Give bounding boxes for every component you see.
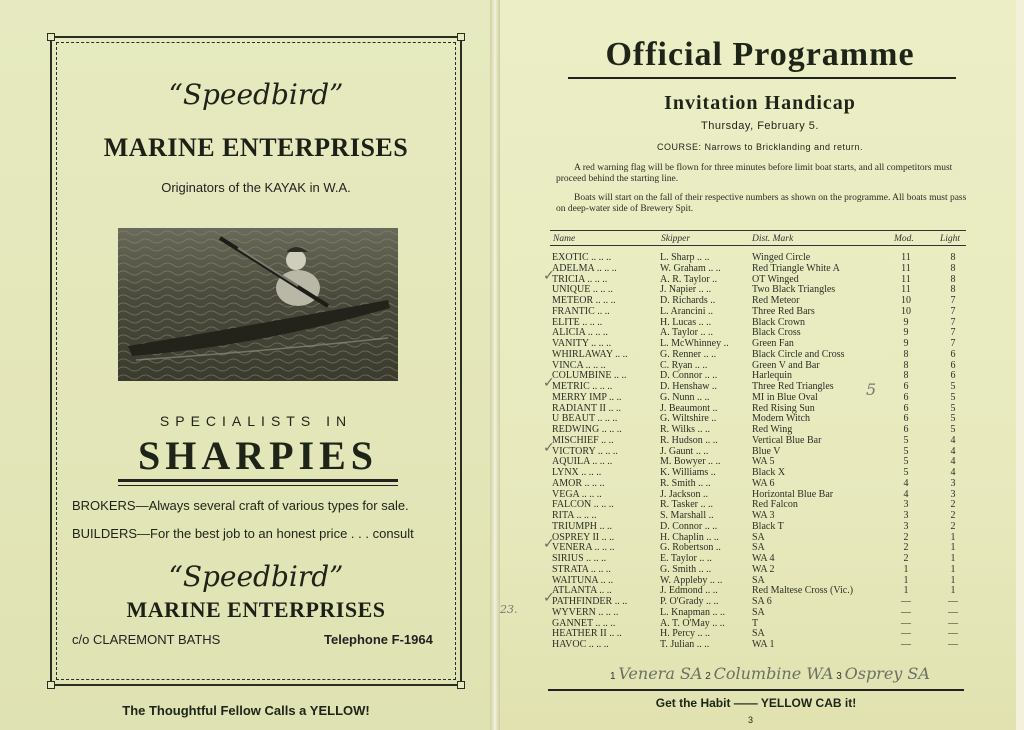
entry-dist-mark: Three Red Bars bbox=[752, 305, 815, 317]
kayak-photo bbox=[118, 228, 398, 381]
entry-skipper: R. Smith .. .. bbox=[660, 477, 711, 489]
entry-light: 7 bbox=[950, 316, 956, 328]
entry-skipper: L. Knapman .. .. bbox=[660, 606, 725, 618]
results-line bbox=[610, 664, 980, 683]
entry-light: 5 bbox=[950, 424, 956, 435]
entry-skipper: G. Wiltshire .. bbox=[660, 413, 717, 425]
entry-mod: 1 bbox=[903, 585, 909, 597]
place-3-handwritten: Osprey SA bbox=[844, 664, 930, 683]
table-row bbox=[552, 585, 968, 596]
entry-skipper: D. Connor .. .. bbox=[660, 370, 718, 382]
table-row bbox=[552, 360, 968, 371]
entry-name: VICTORY .. .. .. bbox=[552, 445, 618, 457]
table-row bbox=[552, 392, 968, 403]
entry-dist-mark: Harlequin bbox=[752, 370, 792, 382]
entry-dist-mark: WA 3 bbox=[752, 510, 775, 521]
table-row bbox=[552, 295, 968, 306]
entry-mod: 6 bbox=[903, 402, 909, 414]
entry-skipper: T. Julian .. .. bbox=[660, 639, 710, 650]
entry-name: VEGA .. .. .. bbox=[552, 488, 602, 500]
entry-light: 1 bbox=[950, 542, 956, 554]
place-3-label: 3 bbox=[836, 671, 842, 682]
table-row bbox=[552, 521, 968, 532]
entry-skipper: J. Gaunt .. .. bbox=[660, 445, 709, 457]
entry-dist-mark: Blue V bbox=[752, 445, 781, 457]
entry-light: 8 bbox=[950, 284, 956, 296]
entry-mod: 10 bbox=[901, 295, 911, 306]
entry-light: — bbox=[948, 617, 958, 629]
kayak-illustration bbox=[118, 228, 398, 381]
table-row bbox=[552, 327, 968, 338]
entry-skipper: J. Napier .. .. bbox=[660, 284, 712, 296]
entry-name: MISCHIEF .. .. bbox=[552, 434, 614, 446]
table-row bbox=[552, 639, 968, 650]
entry-skipper: D. Richards .. bbox=[660, 295, 716, 306]
page-number: 3 bbox=[748, 715, 754, 725]
entry-dist-mark: Two Black Triangles bbox=[752, 284, 836, 296]
event-date: Thursday, February 5. bbox=[701, 120, 819, 132]
title-rule bbox=[568, 77, 956, 79]
entry-light: 6 bbox=[950, 370, 956, 382]
table-row bbox=[552, 306, 968, 317]
table-row bbox=[552, 349, 968, 360]
entry-mod: 2 bbox=[903, 553, 909, 564]
entry-skipper: W. Graham .. .. bbox=[660, 262, 721, 274]
bottom-rule bbox=[548, 689, 964, 691]
entry-skipper: G. Renner .. .. bbox=[660, 348, 717, 360]
entry-mod: 11 bbox=[901, 262, 911, 274]
entry-dist-mark: WA 5 bbox=[752, 456, 775, 468]
entry-light: 1 bbox=[950, 574, 956, 586]
check-mark: ✓ bbox=[543, 375, 555, 391]
entry-skipper: C. Ryan .. .. bbox=[660, 359, 708, 371]
entry-mod: 4 bbox=[903, 477, 909, 489]
entry-skipper: A. T. O'May .. .. bbox=[660, 617, 725, 629]
entry-skipper: S. Marshall .. bbox=[660, 510, 714, 521]
entry-dist-mark: Three Red Triangles bbox=[752, 381, 834, 392]
entry-name: VENERA .. .. .. bbox=[552, 542, 615, 554]
entry-dist-mark: MI in Blue Oval bbox=[752, 391, 818, 403]
corner-ornament bbox=[457, 681, 465, 689]
entry-name: VINCA .. .. .. bbox=[552, 359, 606, 371]
header-dist-mark: Dist. Mark bbox=[752, 234, 794, 244]
event-title: Invitation Handicap bbox=[664, 92, 856, 114]
entry-light: 7 bbox=[950, 305, 956, 317]
right-footer: Get the Habit —— YELLOW CAB it! bbox=[655, 696, 857, 710]
entry-dist-mark: Black Circle and Cross bbox=[752, 348, 845, 360]
entry-dist-mark: Black Crown bbox=[752, 316, 806, 328]
entry-skipper: L. Arancini .. bbox=[660, 305, 714, 317]
course-line: COURSE: Narrows to Bricklanding and return. bbox=[656, 142, 864, 152]
entry-mod: 10 bbox=[901, 305, 911, 317]
entry-mod: 3 bbox=[903, 510, 909, 521]
table-row bbox=[552, 370, 968, 381]
entry-name: PATHFINDER .. .. bbox=[552, 596, 628, 607]
table-row bbox=[552, 564, 968, 575]
check-mark: ✓ bbox=[543, 440, 555, 456]
entry-mod: — bbox=[901, 617, 911, 629]
entry-dist-mark: Red Meteor bbox=[752, 295, 800, 306]
entry-mod: 11 bbox=[901, 273, 911, 285]
entry-name: FRANTIC .. .. bbox=[552, 305, 610, 317]
entry-name: WYVERN .. .. .. bbox=[552, 606, 619, 618]
entry-name: FALCON .. .. .. bbox=[552, 499, 614, 511]
table-row bbox=[552, 478, 968, 489]
entry-dist-mark: Red Wing bbox=[752, 424, 793, 435]
entry-light: 1 bbox=[950, 563, 956, 575]
entry-light: 5 bbox=[950, 402, 956, 414]
entry-name: HEATHER II .. .. bbox=[552, 628, 622, 640]
table-row bbox=[552, 284, 968, 295]
entry-skipper: G. Smith .. .. bbox=[660, 563, 712, 575]
entry-skipper: J. Jackson .. bbox=[660, 488, 709, 500]
warning-paragraph: A red warning flag will be flown for three minutes before limit boat starts, and all competitors must proceed behind the starting line. bbox=[556, 163, 953, 184]
entry-mod: 9 bbox=[903, 338, 909, 349]
entry-light: 1 bbox=[950, 585, 956, 597]
entry-light: — bbox=[948, 596, 958, 607]
entry-name: WAITUNA .. .. bbox=[552, 574, 614, 586]
sharpies-underline bbox=[118, 485, 398, 486]
entry-skipper: W. Appleby .. .. bbox=[660, 574, 723, 586]
entry-dist-mark: Black X bbox=[752, 467, 786, 478]
entry-light: 5 bbox=[950, 391, 956, 403]
table-row bbox=[552, 618, 968, 629]
entry-skipper: L. Sharp .. .. bbox=[660, 252, 710, 263]
entry-dist-mark: Red Maltese Cross (Vic.) bbox=[752, 585, 854, 597]
page-gutter bbox=[490, 0, 500, 730]
header-name: Name bbox=[553, 234, 576, 244]
entry-skipper: J. Beaumont .. bbox=[660, 402, 718, 414]
table-row bbox=[552, 489, 968, 500]
left-footer: The Thoughtful Fellow Calls a YELLOW! bbox=[122, 703, 370, 718]
brokers-line: BROKERS—Always several craft of various types for sale. bbox=[72, 498, 409, 513]
entry-light: 5 bbox=[950, 381, 956, 392]
entry-name: METRIC .. .. .. bbox=[552, 381, 613, 392]
tagline: Originators of the KAYAK in W.A. bbox=[161, 180, 351, 195]
corner-ornament bbox=[457, 33, 465, 41]
entry-name: ADELMA .. .. .. bbox=[552, 262, 617, 274]
entry-light: 5 bbox=[950, 413, 956, 425]
entry-name: REDWING .. .. .. bbox=[552, 424, 622, 435]
entry-dist-mark: WA 4 bbox=[752, 553, 775, 564]
table-row bbox=[552, 252, 968, 263]
entry-light: 4 bbox=[950, 445, 956, 457]
entry-name: UNIQUE .. .. .. bbox=[552, 284, 613, 296]
entry-skipper: R. Tasker .. .. bbox=[660, 499, 713, 511]
entry-mod: 6 bbox=[903, 413, 909, 425]
entry-dist-mark: Vertical Blue Bar bbox=[752, 434, 822, 446]
table-top-rule bbox=[550, 230, 966, 231]
entry-mod: 8 bbox=[903, 370, 909, 382]
entry-mod: — bbox=[901, 606, 911, 618]
company-name: MARINE ENTERPRISES bbox=[103, 133, 409, 162]
entry-name: AQUILA .. .. .. bbox=[552, 456, 613, 468]
entry-mod: 6 bbox=[903, 381, 909, 392]
entry-light: 4 bbox=[950, 467, 956, 478]
entry-skipper: D. Connor .. .. bbox=[660, 520, 718, 532]
entry-name: SIRIUS .. .. .. bbox=[552, 553, 607, 564]
header-mod: Mod. bbox=[894, 234, 914, 244]
entry-mod: 8 bbox=[903, 359, 909, 371]
entry-mod: 3 bbox=[903, 499, 909, 511]
entry-mod: 8 bbox=[903, 348, 909, 360]
entry-name: ALICIA .. .. .. bbox=[552, 327, 608, 339]
entry-skipper: E. Taylor .. .. bbox=[660, 553, 712, 564]
corner-ornament bbox=[47, 681, 55, 689]
table-row bbox=[552, 317, 968, 328]
entry-light: 2 bbox=[950, 520, 956, 532]
entry-name: U BEAUT .. .. .. bbox=[552, 413, 618, 425]
entry-mod: 5 bbox=[903, 434, 909, 446]
entry-name: VANITY .. .. .. bbox=[552, 338, 612, 349]
entry-dist-mark: T bbox=[752, 617, 759, 629]
entry-name: ATLANTA .. .. bbox=[552, 585, 612, 597]
entry-skipper: R. Hudson .. .. bbox=[660, 434, 718, 446]
sharpies-heading: SHARPIES bbox=[118, 433, 398, 482]
company-name-2: MARINE ENTERPRISES bbox=[126, 597, 386, 622]
entry-light: 3 bbox=[950, 488, 956, 500]
entry-light: 6 bbox=[950, 348, 956, 360]
entry-light: 7 bbox=[950, 295, 956, 306]
table-row bbox=[552, 510, 968, 521]
check-mark: ✓ bbox=[543, 268, 555, 284]
entry-mod: 4 bbox=[903, 488, 909, 500]
builders-line: BUILDERS—For the best job to an honest price . . . consult bbox=[72, 526, 414, 541]
table-row bbox=[552, 532, 968, 543]
table-row bbox=[552, 467, 968, 478]
header-light: Light bbox=[940, 234, 961, 244]
entry-name: LYNX .. .. .. bbox=[552, 467, 602, 478]
entry-dist-mark: SA bbox=[752, 574, 765, 586]
entry-dist-mark: OT Winged bbox=[752, 273, 799, 285]
entry-dist-mark: Modern Witch bbox=[752, 413, 811, 425]
entry-skipper: D. Henshaw .. bbox=[660, 381, 717, 392]
entry-mod: 3 bbox=[903, 520, 909, 532]
entry-mod: 11 bbox=[901, 284, 911, 296]
table-row bbox=[552, 403, 968, 414]
entry-name: TRICIA .. .. .. bbox=[552, 273, 608, 285]
entry-light: 1 bbox=[950, 553, 956, 564]
entry-name: ELITE .. .. .. bbox=[552, 316, 603, 328]
place-1-label: 1 bbox=[610, 671, 616, 682]
entry-mod: 9 bbox=[903, 316, 909, 328]
entry-dist-mark: SA 6 bbox=[752, 596, 772, 607]
table-row bbox=[552, 446, 968, 457]
programme-title: Official Programme bbox=[605, 36, 915, 73]
entry-mod: 5 bbox=[903, 456, 909, 468]
start-paragraph: Boats will start on the fall of their respective numbers as shown on the programme. All boats must pass on deep-water side of Brewery Spit. bbox=[556, 193, 967, 214]
entry-light: 8 bbox=[950, 252, 956, 263]
entry-skipper: G. Nunn .. .. bbox=[660, 391, 710, 403]
entry-light: — bbox=[948, 606, 958, 618]
entry-skipper: P. O'Grady .. .. bbox=[660, 596, 719, 607]
brand-script-title-2: “Speedbird” bbox=[168, 560, 344, 593]
entry-name: TRIUMPH .. .. bbox=[552, 520, 613, 532]
entry-name: GANNET .. .. .. bbox=[552, 617, 616, 629]
entry-light: — bbox=[948, 639, 958, 650]
entry-light: 8 bbox=[950, 273, 956, 285]
entry-name: MERRY IMP .. .. bbox=[552, 391, 622, 403]
table-row bbox=[552, 338, 968, 349]
entry-skipper: A. Taylor .. .. bbox=[660, 327, 713, 339]
table-row bbox=[552, 596, 968, 607]
entry-name: WHIRLAWAY .. .. bbox=[552, 348, 628, 360]
entry-skipper: L. McWhinney .. bbox=[660, 338, 729, 349]
entry-name: RADIANT II .. .. bbox=[552, 402, 621, 414]
entry-skipper: H. Chaplin .. .. bbox=[660, 531, 719, 543]
entry-dist-mark: WA 2 bbox=[752, 563, 775, 575]
entry-mod: 2 bbox=[903, 542, 909, 554]
entry-name: EXOTIC .. .. .. bbox=[552, 252, 612, 263]
table-row bbox=[552, 456, 968, 467]
entry-dist-mark: WA 6 bbox=[752, 477, 775, 489]
place-2-label: 2 bbox=[705, 671, 711, 682]
entry-skipper: M. Bowyer .. .. bbox=[660, 456, 721, 468]
entry-dist-mark: Horizontal Blue Bar bbox=[752, 488, 834, 500]
handwritten-mark: 5 bbox=[866, 380, 877, 399]
entries-table bbox=[552, 252, 968, 650]
entry-mod: 2 bbox=[903, 531, 909, 543]
entry-mod: 1 bbox=[903, 574, 909, 586]
entry-light: — bbox=[948, 628, 958, 640]
table-header-rule bbox=[550, 245, 966, 246]
entry-name: OSPREY II .. .. bbox=[552, 531, 615, 543]
entry-dist-mark: Green V and Bar bbox=[752, 359, 820, 371]
entry-dist-mark: Red Rising Sun bbox=[752, 402, 815, 414]
specialists-in-label: SPECIALISTS IN bbox=[159, 413, 353, 429]
corner-ornament bbox=[47, 33, 55, 41]
check-mark: ✓ bbox=[543, 536, 555, 552]
entry-mod: 6 bbox=[903, 424, 909, 435]
place-1-handwritten: Venera SA bbox=[618, 664, 703, 683]
entry-mod: — bbox=[901, 639, 911, 650]
table-row bbox=[552, 607, 968, 618]
entry-light: 7 bbox=[950, 338, 956, 349]
table-row bbox=[552, 553, 968, 564]
telephone: Telephone F-1964 bbox=[324, 632, 433, 647]
entry-dist-mark: Winged Circle bbox=[752, 252, 811, 263]
entry-dist-mark: Red Triangle White A bbox=[752, 262, 840, 274]
entry-dist-mark: WA 1 bbox=[752, 639, 775, 650]
entry-light: 3 bbox=[950, 477, 956, 489]
entry-light: 6 bbox=[950, 359, 956, 371]
entry-mod: 6 bbox=[903, 391, 909, 403]
table-row bbox=[552, 575, 968, 586]
table-row bbox=[552, 542, 968, 553]
entry-name: RITA .. .. .. bbox=[552, 510, 597, 521]
entry-light: 4 bbox=[950, 434, 956, 446]
entry-mod: 9 bbox=[903, 327, 909, 339]
entry-dist-mark: SA bbox=[752, 531, 765, 543]
entry-name: AMOR .. .. .. bbox=[552, 477, 605, 489]
entry-skipper: K. Williams .. bbox=[660, 467, 716, 478]
entry-mod: 11 bbox=[901, 252, 911, 263]
entry-name: STRATA .. .. .. bbox=[552, 563, 611, 575]
entry-mod: 5 bbox=[903, 445, 909, 457]
table-row bbox=[552, 274, 968, 285]
table-row bbox=[552, 628, 968, 639]
table-row bbox=[552, 499, 968, 510]
entry-mod: 5 bbox=[903, 467, 909, 478]
entry-light: 8 bbox=[950, 262, 956, 274]
table-row bbox=[552, 435, 968, 446]
entry-name: METEOR .. .. .. bbox=[552, 295, 616, 306]
entry-skipper: A. R. Taylor .. bbox=[660, 273, 718, 285]
entry-skipper: H. Lucas .. .. bbox=[660, 316, 712, 328]
entry-dist-mark: Red Falcon bbox=[752, 499, 798, 511]
table-row bbox=[552, 263, 968, 274]
entry-mod: — bbox=[901, 628, 911, 640]
entry-mod: 1 bbox=[903, 563, 909, 575]
entry-dist-mark: Black T bbox=[752, 520, 784, 532]
entry-mod: — bbox=[901, 596, 911, 607]
header-skipper: Skipper bbox=[661, 234, 691, 244]
entry-light: 2 bbox=[950, 499, 956, 511]
check-mark: ✓ bbox=[543, 590, 555, 606]
entry-skipper: J. Edmond .. .. bbox=[660, 585, 718, 597]
entry-light: 2 bbox=[950, 510, 956, 521]
entry-light: 4 bbox=[950, 456, 956, 468]
entry-dist-mark: Black Cross bbox=[752, 327, 801, 339]
brand-script-title: “Speedbird” bbox=[168, 78, 344, 111]
table-row bbox=[552, 381, 968, 392]
entry-light: 7 bbox=[950, 327, 956, 339]
entry-light: 1 bbox=[950, 531, 956, 543]
entry-dist-mark: SA bbox=[752, 606, 765, 618]
place-2-handwritten: Columbine WA bbox=[713, 664, 834, 683]
entry-skipper: G. Robertson .. bbox=[660, 542, 721, 554]
entry-dist-mark: Green Fan bbox=[752, 338, 794, 349]
margin-note: 23. bbox=[500, 603, 518, 616]
entry-skipper: R. Wilks .. .. bbox=[660, 424, 710, 435]
entry-name: COLUMBINE .. .. bbox=[552, 370, 627, 382]
table-row bbox=[552, 413, 968, 424]
entry-dist-mark: SA bbox=[752, 542, 765, 554]
table-row bbox=[552, 424, 968, 435]
address: c/o CLAREMONT BATHS bbox=[72, 632, 221, 647]
entry-name: HAVOC .. .. .. bbox=[552, 639, 609, 650]
entry-dist-mark: SA bbox=[752, 628, 765, 640]
entry-skipper: H. Percy .. .. bbox=[660, 628, 710, 640]
